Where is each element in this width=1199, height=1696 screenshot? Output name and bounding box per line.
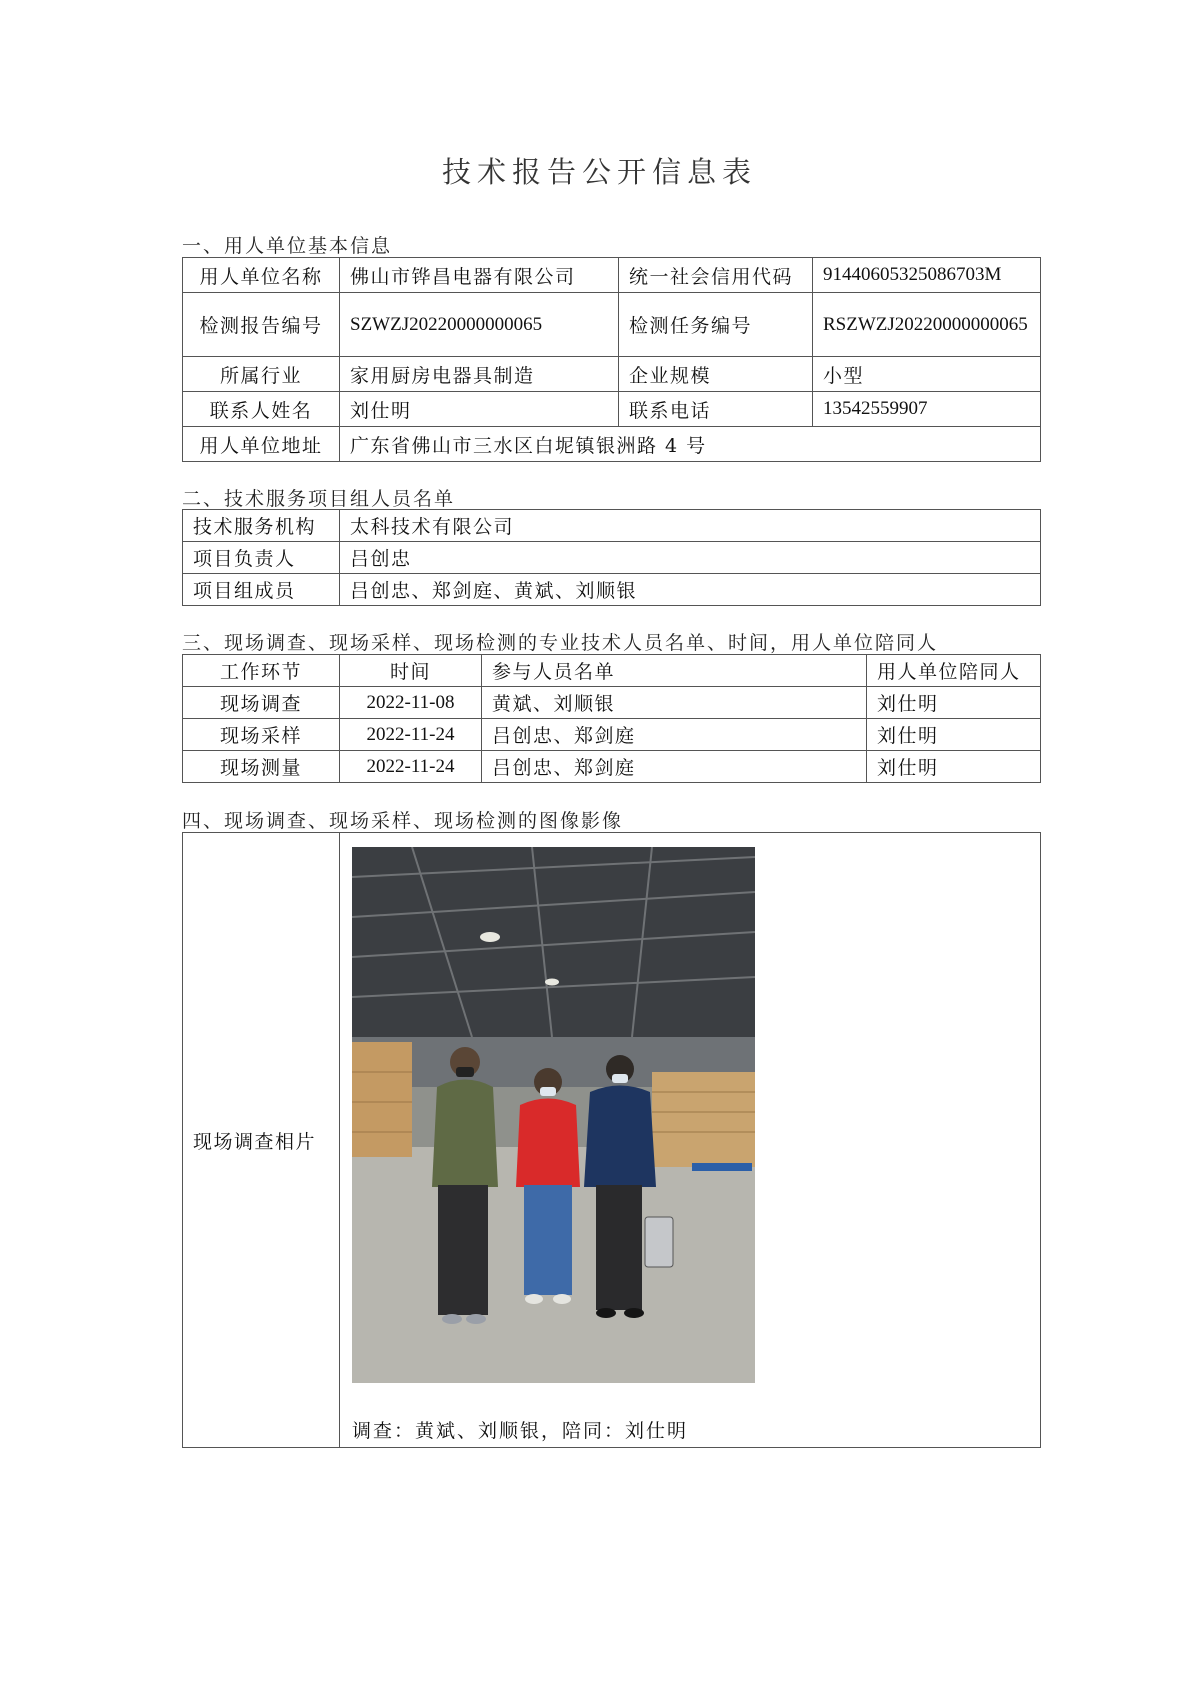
table-row: [183, 510, 1041, 542]
label-survey-photo: 现场调查相片: [183, 833, 340, 1448]
label-contact-name: 联系人姓名: [183, 392, 340, 427]
field-work-table: [182, 654, 1041, 783]
label-industry: 所属行业: [183, 357, 340, 392]
cell-escort: 刘仕明: [867, 719, 1041, 751]
warehouse-photo-illustration: [352, 847, 755, 1383]
value-credit-code: 91440605325086703M: [813, 258, 1041, 293]
value-task-number: RSZWZJ20220000000065: [813, 293, 1041, 357]
basic-info-table: [182, 257, 1041, 462]
photo-cell: [340, 833, 1041, 1448]
cell-stage: 现场采样: [183, 719, 340, 751]
page-title: 技术报告公开信息表: [441, 155, 757, 189]
project-team-table: [182, 509, 1041, 606]
value-company-name: 佛山市铧昌电器有限公司: [340, 258, 619, 293]
label-credit-code: 统一社会信用代码: [619, 258, 813, 293]
photo-table: [182, 832, 1041, 1448]
table-row: [183, 687, 1041, 719]
table-row: [183, 719, 1041, 751]
table-row: [183, 833, 1041, 1448]
cell-stage: 现场测量: [183, 751, 340, 783]
label-phone: 联系电话: [619, 392, 813, 427]
label-project-leader: 项目负责人: [183, 542, 340, 574]
table-row: [183, 427, 1041, 462]
label-task-number: 检测任务编号: [619, 293, 813, 357]
table-row: [183, 293, 1041, 357]
section1-heading: 一、用人单位基本信息: [182, 235, 393, 257]
table-row: [183, 542, 1041, 574]
table-row: [183, 357, 1041, 392]
table-row: [183, 392, 1041, 427]
header-participants: 参与人员名单: [482, 655, 867, 687]
cell-participants: 吕创忠、郑剑庭: [482, 719, 867, 751]
value-project-leader: 吕创忠: [340, 542, 1041, 574]
label-company-name: 用人单位名称: [183, 258, 340, 293]
table-row: [183, 751, 1041, 783]
section2-heading: 二、技术服务项目组人员名单: [182, 488, 456, 510]
cell-escort: 刘仕明: [867, 687, 1041, 719]
section4-heading: 四、现场调查、现场采样、现场检测的图像影像: [182, 810, 624, 832]
cell-participants: 黄斌、刘顺银: [482, 687, 867, 719]
cell-date: 2022-11-24: [340, 719, 482, 751]
header-escort: 用人单位陪同人: [867, 655, 1041, 687]
cell-participants: 吕创忠、郑剑庭: [482, 751, 867, 783]
value-phone: 13542559907: [813, 392, 1041, 427]
cell-escort: 刘仕明: [867, 751, 1041, 783]
value-team-members: 吕创忠、郑剑庭、黄斌、刘顺银: [340, 574, 1041, 606]
value-contact-name: 刘仕明: [340, 392, 619, 427]
section3-heading: 三、现场调查、现场采样、现场检测的专业技术人员名单、时间，用人单位陪同人: [182, 632, 939, 654]
header-time: 时间: [340, 655, 482, 687]
table-header-row: [183, 655, 1041, 687]
header-work-stage: 工作环节: [183, 655, 340, 687]
cell-date: 2022-11-08: [340, 687, 482, 719]
value-service-org: 太科技术有限公司: [340, 510, 1041, 542]
label-service-org: 技术服务机构: [183, 510, 340, 542]
survey-photo: [352, 847, 755, 1383]
label-scale: 企业规模: [619, 357, 813, 392]
photo-caption: 调查：黄斌、刘顺银，陪同：刘仕明: [352, 1420, 689, 1442]
label-address: 用人单位地址: [183, 427, 340, 462]
value-address: 广东省佛山市三水区白坭镇银洲路 4 号: [340, 427, 1041, 462]
value-industry: 家用厨房电器具制造: [340, 357, 619, 392]
cell-stage: 现场调查: [183, 687, 340, 719]
label-report-number: 检测报告编号: [183, 293, 340, 357]
value-scale: 小型: [813, 357, 1041, 392]
table-row: [183, 258, 1041, 293]
label-team-members: 项目组成员: [183, 574, 340, 606]
cell-date: 2022-11-24: [340, 751, 482, 783]
table-row: [183, 574, 1041, 606]
value-report-number: SZWZJ20220000000065: [340, 293, 619, 357]
